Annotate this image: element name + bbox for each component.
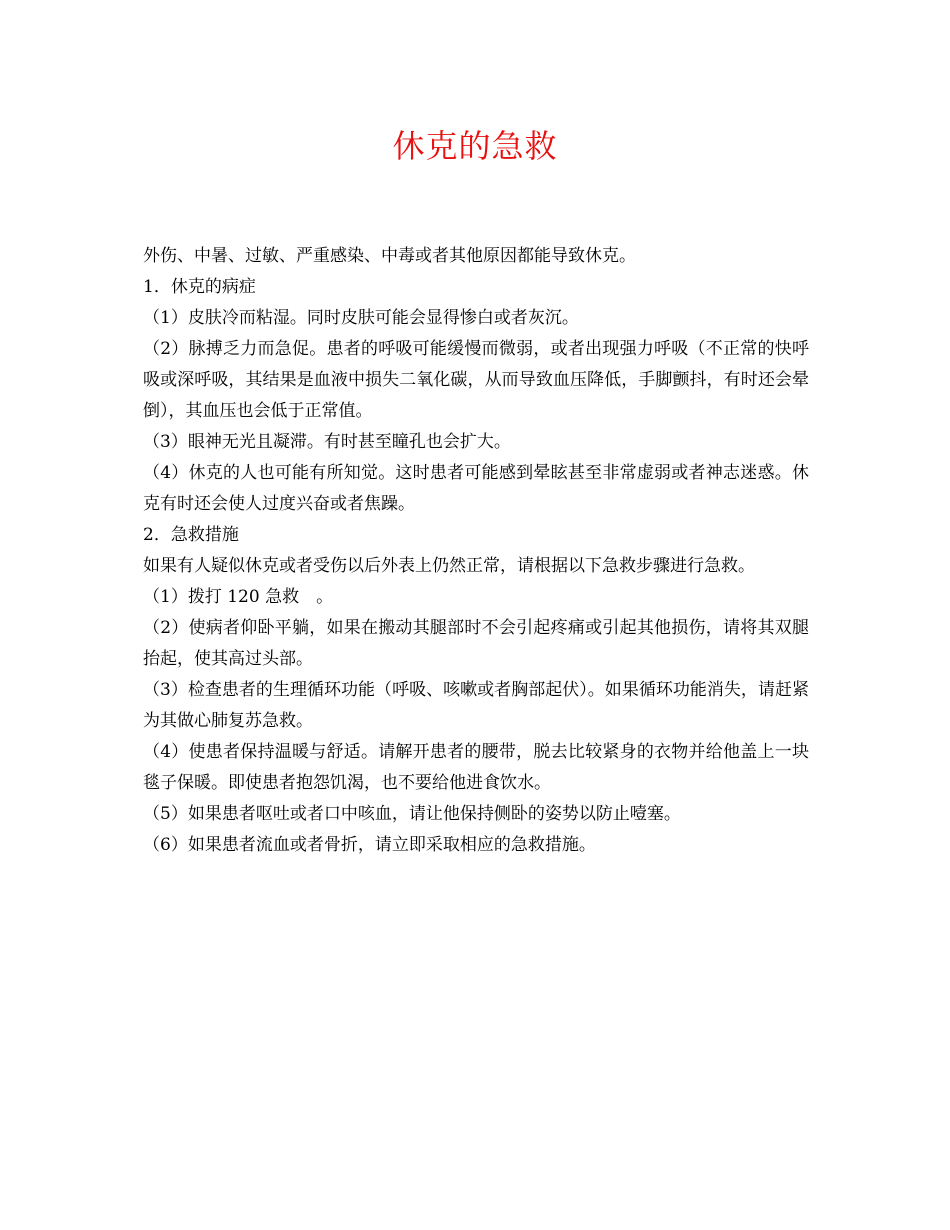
symptom-item: （4）休克的人也可能有所知觉。这时患者可能感到晕眩甚至非常虚弱或者神志迷惑。休克有时还会使人过度兴奋或者焦躁。 xyxy=(143,463,809,514)
document-title: 休克的急救 xyxy=(392,127,558,165)
intro-paragraph: 外伤、中暑、过敏、严重感染、中毒或者其他原因都能导致休克。 xyxy=(143,246,636,266)
first-aid-step: （3）检查患者的生理循环功能（呼吸、咳嗽或者胸部起伏）。如果循环功能消失，请赶紧为其做心肺复苏急救。 xyxy=(143,680,809,731)
symptom-item: （1）皮肤冷而粘湿。同时皮肤可能会显得惨白或者灰沉。 xyxy=(143,308,579,328)
symptom-item: （3）眼神无光且凝滞。有时甚至瞳孔也会扩大。 xyxy=(143,432,511,452)
document-body xyxy=(143,241,809,861)
first-aid-step: （6）如果患者流血或者骨折，请立即采取相应的急救措施。 xyxy=(143,835,596,855)
section2-heading: 2．急救措施 xyxy=(143,525,239,545)
first-aid-step: （2）使病者仰卧平躺，如果在搬动其腿部时不会引起疼痛或引起其他损伤，请将其双腿抬起，使其高过头部。 xyxy=(143,618,809,669)
symptom-item: （2）脉搏乏力而急促。患者的呼吸可能缓慢而微弱，或者出现强力呼吸（不正常的快呼吸或深呼吸，其结果是血液中损失二氧化碳，从而导致血压降低，手脚颤抖，有时还会晕倒），其血压也会低于正常值。 xyxy=(143,339,809,421)
section1-heading: 1．休克的病症 xyxy=(143,277,256,297)
first-aid-step: （1）拨打 120 急救 。 xyxy=(143,587,334,607)
first-aid-step: （4）使患者保持温暖与舒适。请解开患者的腰带，脱去比较紧身的衣物并给他盖上一块毯子保暖。即使患者抱怨饥渴，也不要给他进食饮水。 xyxy=(143,742,809,793)
section2-intro: 如果有人疑似休克或者受伤以后外表上仍然正常，请根据以下急救步骤进行急救。 xyxy=(143,556,755,576)
first-aid-step: （5）如果患者呕吐或者口中咳血，请让他保持侧卧的姿势以防止噎塞。 xyxy=(143,804,681,824)
